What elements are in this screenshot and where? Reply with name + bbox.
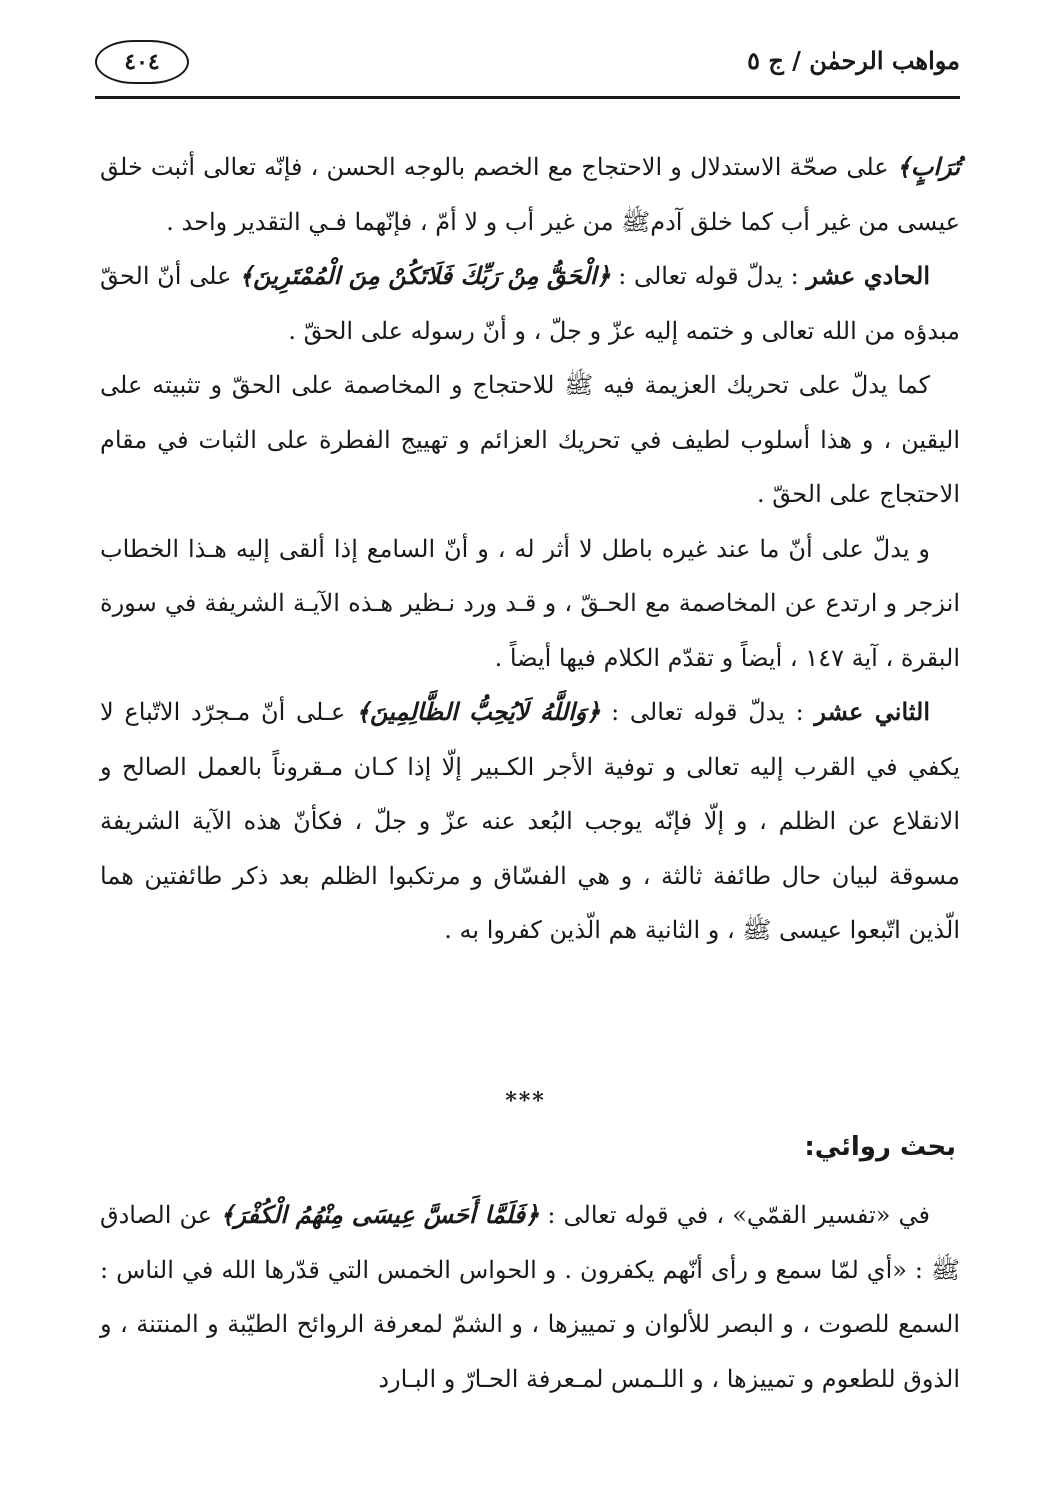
paragraph-lead: الثاني عشر [814, 697, 930, 726]
running-title: مواهب الرحمٰن / ج ٥ [747, 46, 960, 75]
main-text [100, 140, 960, 958]
paragraph-text: في «تفسير القمّي» ، في قوله تعالى : [539, 1201, 931, 1229]
paragraph-eleventh [100, 249, 960, 358]
paragraph-text: على صحّة الاستدلال و الاحتجاج مع الخصم بالوجه الحسن ، فإنّه تعالى أثبت خلق عيسى من غير أب كما خلق آدمﷺ من غير أب و لا أمّ ، فإنّهما فـي التقدير واحد . [100, 153, 960, 236]
quran-quote: ﴿وَاللَّهُ لَايُحِبُّ الظَّالِمِينَ﴾ [355, 697, 601, 726]
section-heading: بحث روائي: [804, 1132, 956, 1162]
paragraph-text: كما يدلّ على تحريك العزيمة فيه ﷺ للاحتجاج و المخاصمة على الحقّ و تثبيته على اليقين ، و هذا أسلوب لطيف في تحريك العزائم و تهييج الفطرة على الثبات في مقام الاحتجاج على الحقّ . [100, 371, 960, 508]
quran-quote: ﴿الْحَقُّ مِنْ رَبِّكَ فَلَاتَكُنْ مِنَ الْمُمْتَرِينَ﴾ [239, 261, 611, 290]
paragraph-text: عـلى أنّ مـجرّد الاتّباع لا يكفي في القرب إليه تعالى و توفية الأجر الكـبير إلّا إذا كـان مـقروناً بالعمل الصالح و الانقلاع عن الظلم ، و إلّا فإنّه يوجب البُعد عنه عزّ و جلّ ، فكأنّ هذه الآية الشريفة مسوقة لبيان حال طائفة ثالثة ، و هي الفسّاق و مرتكبوا الظلم بعد ذكر طائفتين هما الّذين اتّبعوا عيسى ﷺ ، و الثانية هم الّذين كفروا به . [100, 698, 960, 944]
paragraph-text: عن الصادق ﷺ : «أي لمّا سمع و رأى أنّهم يكفرون . و الحواس الخمس التي قدّرها الله في الناس : السمع للصوت ، و البصر للألوان و تمييزها ، و الشمّ لمعرفة الروائح الطيّبة و المنتنة ، و الذوق للطعوم و تمييزها ، و اللـمس لمـعرفة الحـارّ و البـارد [100, 1201, 960, 1393]
paragraph-twelfth [100, 685, 960, 958]
paragraph-lead: الحادي عشر [806, 261, 930, 290]
page-number: ٤٠٤ [95, 40, 189, 84]
section-separator: *** [505, 1088, 546, 1114]
header-rule [95, 96, 960, 99]
narrative-text [100, 1188, 960, 1406]
paragraph-text: : يدلّ قوله تعالى : [610, 262, 807, 290]
paragraph-falsehood [100, 522, 960, 686]
page-header [95, 40, 960, 100]
paragraph-text: على أنّ الحقّ مبدؤه من الله تعالى و ختمه إليه عزّ و جلّ ، و أنّ رسوله على الحقّ . [100, 262, 960, 345]
quran-quote: ﴿فَلَمَّا أَحَسَّ عِيسَى مِنْهُمُ الْكُفْرَ﴾ [220, 1200, 540, 1229]
paragraph-narration [100, 1188, 960, 1406]
paragraph-motivation [100, 358, 960, 522]
paragraph-text: و يدلّ على أنّ ما عند غيره باطل لا أثر له ، و أنّ السامع إذا ألقى إليه هـذا الخطاب انزجر و ارتدع عن المخاصمة مع الحـقّ ، و قـد ورد نـظير هـذه الآيـة الشريفة في سورة البقرة ، آية ١٤٧ ، أيضاً و تقدّم الكلام فيها أيضاً . [100, 534, 960, 672]
paragraph-text: : يدلّ قوله تعالى : [600, 698, 815, 726]
paragraph-continuation [100, 140, 960, 249]
quran-quote: تُرَابٍ﴾ [896, 152, 960, 181]
